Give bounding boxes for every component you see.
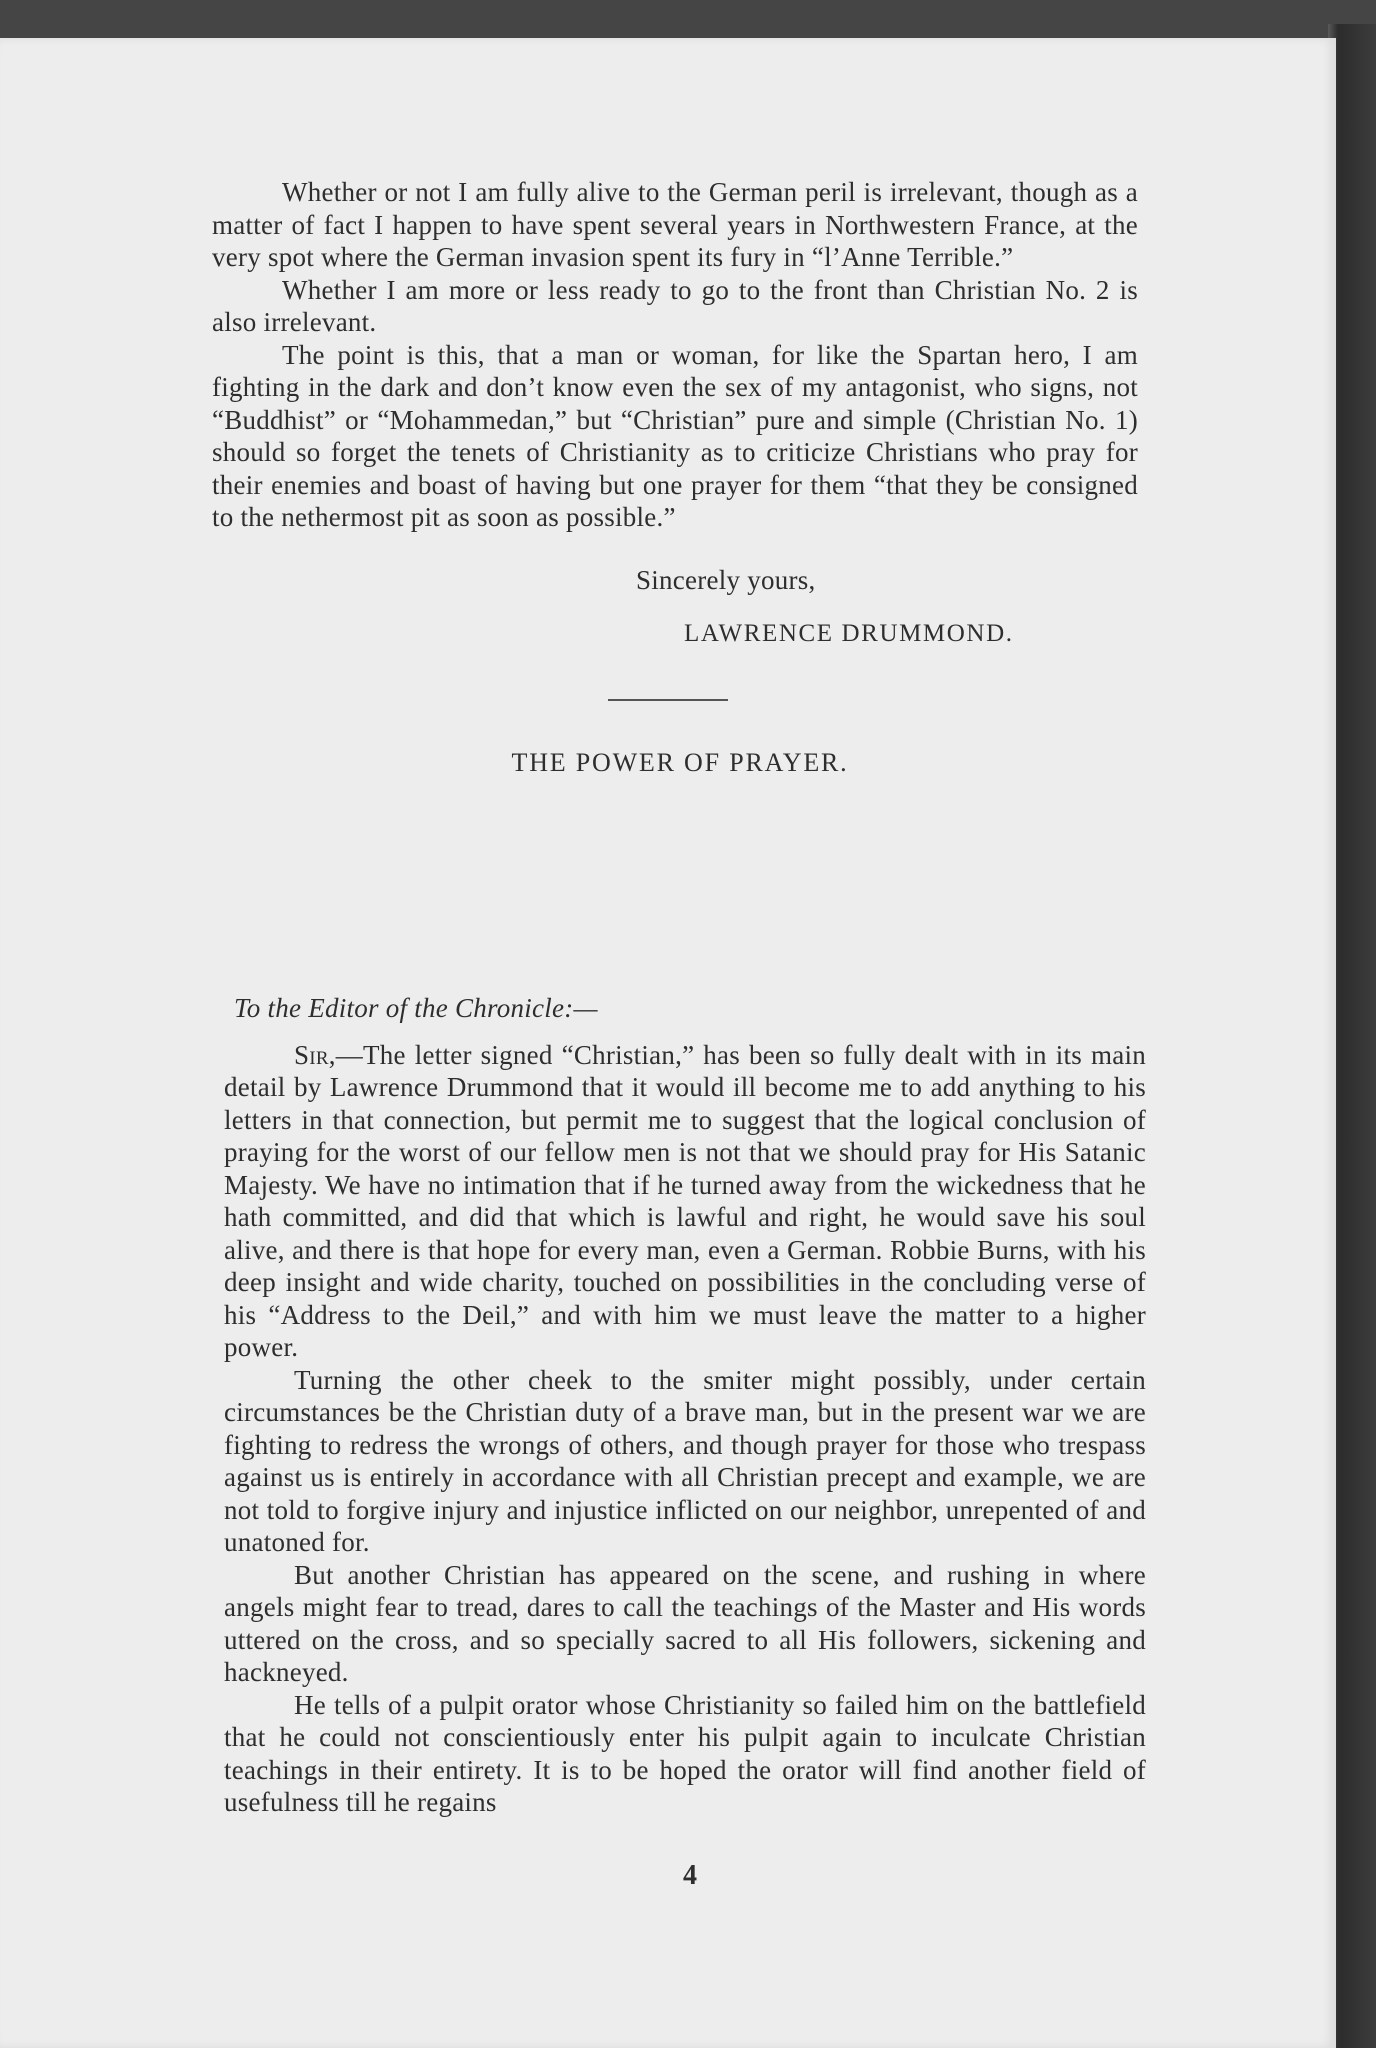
letter-drummond bbox=[212, 176, 1138, 779]
paragraph: Whether I am more or less ready to go to the front than Christian No. 2 is also irrelevant. bbox=[212, 274, 1138, 337]
paragraph: Whether or not I am fully alive to the German peril is irrelevant, though as a matter of fact I happen to have spent several years in Northwestern France, at the very spot where the German invasion spent its fury in “l’Anne Terrible.” bbox=[212, 177, 1138, 272]
paragraph bbox=[224, 1039, 1146, 1364]
letter-signoff: Sincerely yours, bbox=[636, 564, 816, 595]
opening-text: —The letter signed “Christian,” has been so fully dealt with in its main detail by Lawrence Drummond that it would ill become me to add anything to his letters in that connection, but permit me to suggest that the logical conclusion of praying for the worst of our fellow men is not that we should pray for His Satanic Majesty. We have no intimation that if he turned away from the wickedness that he hath committed, and did that which is lawful and right, he would save his soul alive, and there is that hope for every man, even a German. Robbie Burns, with his deep insight and wide charity, touched on possibilities in the concluding verse of his “Address to the Deil,” and with him we must leave the matter to a higher power. bbox=[224, 1039, 1146, 1362]
section-heading: THE POWER OF PRAYER. bbox=[511, 747, 849, 777]
paragraph: But another Christian has appeared on the scene, and rushing in where angels might fear to tread, dares to call the teachings of the Master and His words uttered on the cross, and so specially sacred to all His followers, sickening and hackneyed. bbox=[224, 1559, 1146, 1687]
letter-power-of-prayer bbox=[224, 956, 1146, 1819]
letter-signature: LAWRENCE DRUMMOND. bbox=[684, 620, 1014, 647]
paragraph: He tells of a pulpit orator whose Christianity so failed him on the battlefield that he could not conscientiously enter his pulpit again to inculcate Christian teachings in their entirety. It is to be hoped the orator will find another field of usefulness till he regains bbox=[224, 1689, 1146, 1817]
section-divider bbox=[608, 699, 728, 701]
scan-background-top bbox=[0, 0, 1376, 40]
letter-salutation: To the Editor of the Chronicle:— bbox=[234, 993, 598, 1023]
paragraph: Turning the other cheek to the smiter might possibly, under certain circumstances be the Christian duty of a brave man, but in the present war we are fighting to redress the wrongs of others, and though prayer for those who trespass against us is entirely in accordance with all Christian precept and example, we are not told to forgive injury and injustice inflicted on our neighbor, unrepented of and unatoned for. bbox=[224, 1364, 1146, 1557]
page-number: 4 bbox=[683, 1860, 697, 1891]
paragraph: The point is this, that a man or woman, for like the Spartan hero, I am fighting in the dark and don’t know even the sex of my antagonist, who signs, not “Buddhist” or “Mohammedan,” but “Christian” pure and simple (Christian No. 1) should so forget the tenets of Christianity as to criticize Christians who pray for their enemies and boast of having but one prayer for them “that they be consigned to the nethermost pit as soon as possible.” bbox=[212, 339, 1138, 532]
opening-word: Sir, bbox=[294, 1039, 336, 1070]
